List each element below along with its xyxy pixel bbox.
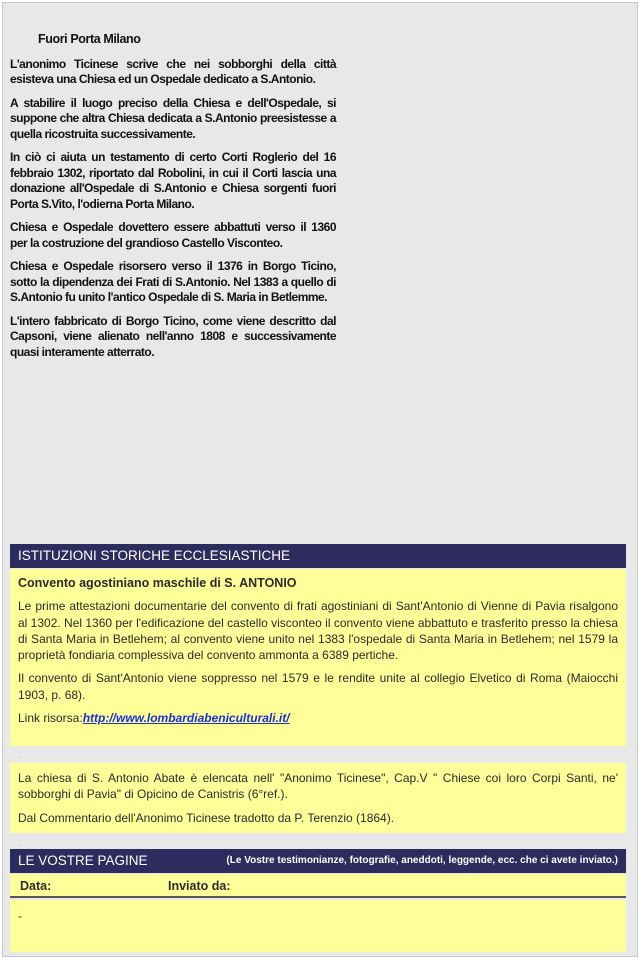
convent-title: Convento agostiniano maschile di S. ANTONIO (18, 576, 297, 590)
article-paragraph: Chiesa e Ospedale dovettero essere abbattuti verso il 1360 per la costruzione del grandioso Castello Visconteo. (10, 220, 336, 250)
resource-link-label: Link risorsa: (18, 711, 83, 726)
pagine-subheader: (Le Vostre testimonianze, fotografie, aneddoti, leggende, ecc. che ci avete inviato.) (226, 855, 618, 866)
convent-paragraph: Il convento di Sant'Antonio viene soppresso nel 1579 e le rendite unite al collegio Elvetico di Roma (Maiocchi 1903, p. 68). (18, 671, 618, 702)
convent-paragraph: Le prime attestazioni documentarie del convento di frati agostiniani di Sant'Antonio di Vienne di Pavia risalgono al 1302. Nel 1360 per l'edificazione del castello visconteo il convento viene abbattuto e trasferito presso la chiesa di Santa Maria in Betlehem; al convento viene unito nel 1383 l'ospedale di Santa Maria in Betlehem; nel 1579 la proprietà fondiaria complessiva del convento ammonta a 6389 pertiche. (18, 599, 618, 663)
pagine-content: - (10, 900, 626, 952)
article (10, 32, 336, 368)
istituzioni-header-label: ISTITUZIONI STORICHE ECCLESIASTICHE (18, 548, 291, 563)
article-paragraph: L'anonimo Ticinese scrive che nei sobborghi della città esisteva una Chiesa ed un Ospedale dedicato a S.Antonio. (10, 56, 336, 86)
article-paragraph: L'intero fabbricato di Borgo Ticino, come viene descritto dal Capsoni, viene alienato nell'anno 1808 e successivamente quasi interamente atterrato. (10, 313, 336, 359)
resource-link-row (18, 710, 618, 726)
pagine-header-label: LE VOSTRE PAGINE (18, 853, 148, 868)
istituzioni-box (10, 569, 626, 746)
pagine-columns (10, 874, 626, 898)
article-paragraph: Chiesa e Ospedale risorsero verso il 1376 in Borgo Ticino, sotto la dipendenza dei Frati di S.Antonio. Nel 1383 a quello di S.Antonio fu unito l'antico Ospedale di S. Maria in Betlemme. (10, 259, 336, 304)
article-title: Fuori Porta Milano (38, 32, 141, 46)
col-inviato: Inviato da: (168, 879, 231, 893)
note-box (10, 763, 626, 833)
istituzioni-header (10, 544, 626, 568)
resource-link[interactable]: http://www.lombardiabeniculturali.it/ (82, 711, 290, 726)
article-paragraph: A stabilire il luogo preciso della Chiesa e dell'Ospedale, si suppone che altra Chiesa dedicata a S.Antonio preesistesse a quella ricostruita successivamente. (10, 95, 336, 141)
separator-dot: . (18, 751, 21, 760)
note-paragraph: Dal Commentario dell'Anonimo Ticinese tradotto da P. Terenzio (1864). (18, 810, 395, 825)
note-paragraph: La chiesa di S. Antonio Abate è elencata nell' "Anonimo Ticinese", Cap.V " Chiese coi loro Corpi Santi, ne' sobborghi di Pavia" di Opicino de Canistris (6°ref.). (18, 771, 618, 802)
separator-dot: . (18, 839, 21, 848)
col-data: Data: (20, 879, 52, 893)
pagine-header (10, 849, 626, 873)
article-paragraph: In ciò ci aiuta un testamento di certo Corti Roglerio del 16 febbraio 1302, riportato dal Robolini, in cui il Corti lascia una donazione all'Ospedale di S.Antonio e Chiesa sorgenti fuori Porta S.Vito, l'odierna Porta Milano. (10, 150, 336, 211)
